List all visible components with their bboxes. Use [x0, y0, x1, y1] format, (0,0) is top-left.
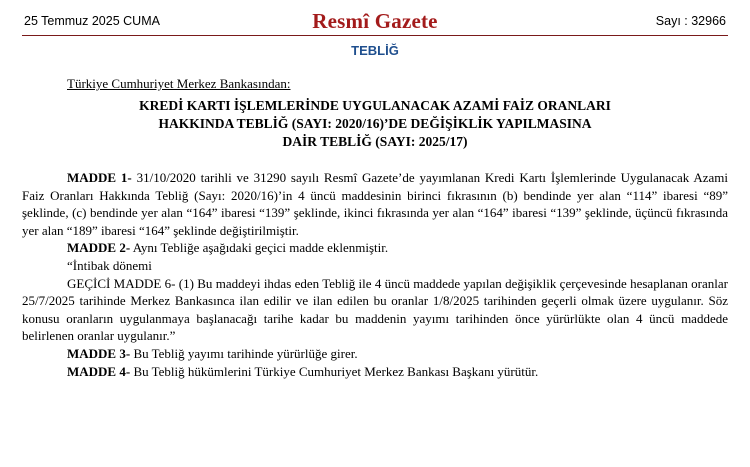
article-text: 31/10/2020 tarihli ve 31290 sayılı Resmî Gazete’de yayımlanan Kredi Kartı İşlemlerinde Uygulanacak Azami Faiz Oranları Hakkında Tebliğ (Sayı: 2020/16)’in 4 üncü maddesinin birinci fıkrasının (b) bendinde yer alan “114” ibaresi “89” şeklinde, (c) bendinde yer alan “164” ibaresi “139” şeklinde, ikinci fıkrasında yer alan “164” ibaresi “139” şeklinde, üçüncü fıkrasında yer alan “189” ibaresi “164” şeklinde değiştirilmiştir.: [22, 170, 728, 238]
article-paragraph: [22, 257, 728, 275]
article-paragraph: [22, 345, 728, 363]
article-paragraph: [22, 275, 728, 345]
document-title: [22, 97, 728, 151]
header-divider: [22, 35, 728, 36]
title-line: DAİR TEBLİĞ (SAYI: 2025/17): [282, 134, 468, 149]
article-text: “İntibak dönemi: [67, 257, 152, 273]
document-body: [22, 169, 728, 380]
issuer-line: Türkiye Cumhuriyet Merkez Bankasından:: [67, 76, 291, 91]
section-label: TEBLİĞ: [351, 43, 399, 58]
article-paragraph: [22, 363, 728, 381]
gazette-title: Resmî Gazete: [312, 9, 438, 33]
article-text: Bu Tebliğ hükümlerini Türkiye Cumhuriyet Merkez Bankası Başkanı yürütür.: [130, 363, 539, 379]
article-text: GEÇİCİ MADDE 6- (1) Bu maddeyi ihdas eden Tebliğ ile 4 üncü maddede yapılan değişiklik çerçevesinde hesaplanan oranlar 25/7/2025 tarihinde Merkez Bankasınca ilan edilir ve ilan edilen bu oranlar 1/8/2025 tarihinden geçerli olmak üzere uygulanır. Söz konusu oranların uygulanmaya başlanacağı tarihe kadar bu maddenin yayımı tarihinden önce yürürlükte olan 4 üncü maddede belirlenen oranlar uygulanır.”: [22, 275, 728, 344]
article-text: Aynı Tebliğe aşağıdaki geçici madde eklenmiştir.: [130, 240, 389, 256]
article-lead: MADDE 3-: [67, 345, 131, 361]
title-line: HAKKINDA TEBLİĞ (SAYI: 2020/16)’DE DEĞİŞİKLİK YAPILMASINA: [158, 116, 592, 131]
article-lead: MADDE 1-: [67, 170, 132, 185]
article-paragraph: [22, 239, 728, 257]
title-line: KREDİ KARTI İŞLEMLERİNDE UYGULANACAK AZAMİ FAİZ ORANLARI: [139, 98, 611, 113]
article-lead: MADDE 4-: [67, 363, 131, 379]
header-date: 25 Temmuz 2025 CUMA: [24, 14, 160, 28]
article-paragraph: [22, 169, 728, 239]
issue-number: Sayı : 32966: [655, 14, 726, 28]
article-lead: MADDE 2-: [67, 240, 131, 256]
gazette-header: [22, 8, 728, 38]
article-text: Bu Tebliğ yayımı tarihinde yürürlüğe girer.: [130, 345, 358, 361]
